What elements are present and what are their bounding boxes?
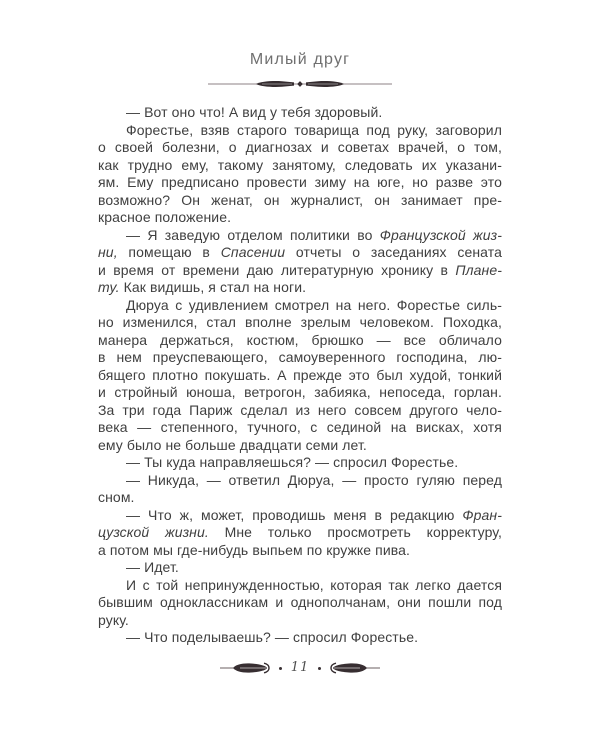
text-line: о своей болезни, о диагнозах и советах врачей, о том, bbox=[98, 139, 502, 155]
paragraph bbox=[98, 454, 502, 472]
text-line: ни, помещаю в Спасении отчеты о заседаниях сената bbox=[98, 244, 502, 260]
paragraph bbox=[98, 507, 502, 560]
pen-nib-ornament-right-icon bbox=[330, 661, 380, 675]
page-number: 11 bbox=[290, 660, 310, 675]
page-footer bbox=[0, 661, 600, 675]
footer-dot-left bbox=[279, 667, 282, 670]
paragraph bbox=[98, 559, 502, 577]
text-line: — Что поделываешь? — спросил Форестье. bbox=[126, 629, 419, 645]
text-line: — Ты куда направляешься? — спросил Форестье. bbox=[126, 454, 459, 470]
paragraph bbox=[98, 122, 502, 227]
text-line: цузской жизни. Мне только просмотреть корректуру, bbox=[98, 524, 502, 540]
text-line: ту. Как видишь, я стал на ноги. bbox=[98, 279, 307, 295]
text-line: бывшим одноклассникам и однополчанам, они пошли под bbox=[98, 594, 502, 610]
paragraph bbox=[98, 227, 502, 297]
paragraph bbox=[98, 472, 502, 507]
text-line: сном. bbox=[98, 489, 135, 505]
header-divider-ornament bbox=[208, 79, 392, 89]
text-line: руку. bbox=[98, 611, 129, 628]
text-line: и время от времени даю литературную хронику в Плане- bbox=[98, 261, 502, 278]
text-line: Дюруа с удивлением смотрел на него. Форестье силь- bbox=[126, 296, 502, 313]
text-line: ему было не больше двадцати семи лет. bbox=[98, 436, 367, 453]
text-line: бящего плотно покушать. А прежде это был худой, тонкий bbox=[98, 366, 502, 383]
text-line: а потом мы где-нибудь выпьем по кружке пива. bbox=[98, 541, 411, 558]
paragraph bbox=[98, 297, 502, 455]
text-line: манера держаться, костюм, брюшко — все обличало bbox=[98, 331, 502, 348]
text-line: — Вот оно что! А вид у тебя здоровый. bbox=[126, 104, 383, 120]
text-line: красное положение. bbox=[98, 209, 232, 225]
paragraph bbox=[98, 577, 502, 630]
pen-nib-ornament-left-icon bbox=[220, 661, 270, 675]
text-line: — Я заведую отделом политики во Французской жиз- bbox=[126, 226, 502, 243]
text-block bbox=[98, 104, 502, 647]
text-line: И с той непринужденностью, которая так легко дается bbox=[126, 576, 502, 593]
text-line: — Что ж, может, проводишь меня в редакцию Фран- bbox=[126, 506, 502, 523]
text-line: ям. Ему предписано провести зиму на юге, но разве это bbox=[98, 174, 502, 190]
text-line: — Идет. bbox=[126, 559, 179, 575]
text-line: века — степенного, тучного, с сединой на висках, хотя bbox=[98, 419, 502, 435]
paragraph bbox=[98, 104, 502, 122]
text-line: и стройный юноша, ветрогон, забияка, непоседа, горлан. bbox=[98, 384, 502, 400]
text-line: возможно? Он женат, он журналист, он занимает пре- bbox=[98, 191, 502, 208]
text-line: но изменился, стал вполне зрелым человеком. Походка, bbox=[98, 314, 502, 330]
text-line: За три года Париж сделал из него совсем другого чело- bbox=[98, 401, 502, 418]
text-line: в нем преуспевающего, самоуверенного господина, лю- bbox=[98, 349, 502, 365]
running-header-title: Милый друг bbox=[249, 51, 351, 68]
footer-dot-right bbox=[318, 667, 321, 670]
paragraph bbox=[98, 629, 502, 647]
text-line: как трудно ему, такому занятому, следовать их указани- bbox=[98, 156, 502, 173]
text-line: Форестье, взяв старого товарища под руку, заговорил bbox=[126, 121, 502, 138]
text-line: — Никуда, — ответил Дюруа, — просто гуляю перед bbox=[126, 471, 502, 488]
